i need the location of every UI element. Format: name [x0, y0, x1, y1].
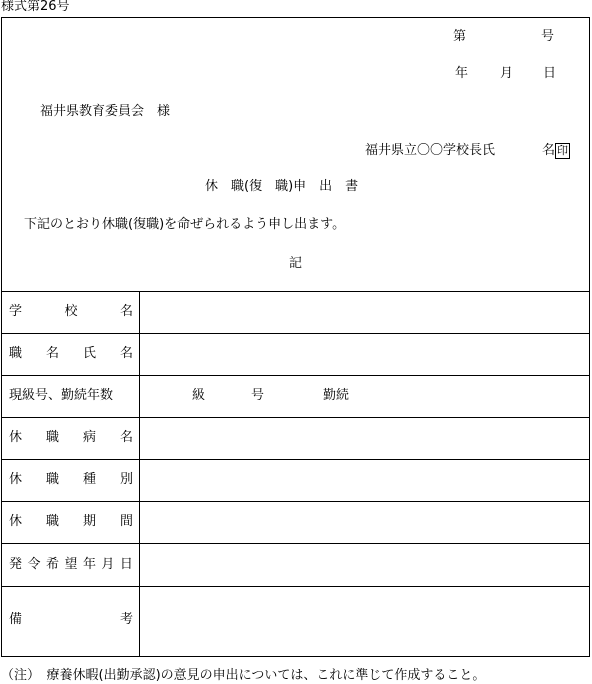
sender: 福井県立〇〇学校長氏 [365, 143, 496, 158]
date-month: 月 [500, 66, 514, 81]
school-name-field[interactable] [140, 292, 590, 333]
row-label-school-name: 学 校 名 [9, 304, 133, 319]
document-number-suffix: 号 [541, 29, 555, 44]
grade-label: 級 [192, 388, 206, 403]
illness-name-field[interactable] [140, 418, 590, 459]
desired-date-field[interactable] [140, 544, 590, 586]
date-year: 年 [455, 66, 469, 81]
row-divider [1, 375, 590, 376]
remarks-field[interactable] [140, 587, 590, 656]
tenure-label: 勤続 [323, 388, 350, 403]
leave-period-field[interactable] [140, 502, 590, 543]
ki-marker: 記 [289, 256, 303, 271]
seal-stamp-box: 印 [557, 144, 568, 157]
addressee: 福井県教育委員会 様 [40, 104, 171, 119]
row-label-remarks: 備 考 [9, 612, 133, 627]
document-number-prefix: 第 [453, 29, 467, 44]
document-title: 休 職(復 職)申 出 書 [205, 179, 359, 194]
row-label-leave-period: 休 職 期 間 [9, 514, 133, 529]
row-label-position-name: 職 名 氏 名 [9, 346, 133, 361]
sender-name-label: 名 [542, 143, 556, 158]
body-text: 下記のとおり休職(復職)を命ぜられるよう申し出ます。 [24, 217, 346, 232]
row-label-current-grade: 現級号、勤続年数 [9, 388, 114, 403]
leave-type-field[interactable] [140, 460, 590, 501]
date-day: 日 [543, 66, 557, 81]
row-label-leave-type: 休 職 種 別 [9, 472, 133, 487]
step-label: 号 [251, 388, 265, 403]
position-name-field[interactable] [140, 334, 590, 375]
footnote: （注） 療養休暇(出勤承認)の意見の申出については、これに準じて作成すること。 [1, 668, 486, 683]
row-label-illness-name: 休 職 病 名 [9, 430, 133, 445]
form-number-label: 様式第26号 [1, 0, 70, 14]
row-label-desired-date: 発 令 希 望 年 月 日 [9, 557, 133, 572]
